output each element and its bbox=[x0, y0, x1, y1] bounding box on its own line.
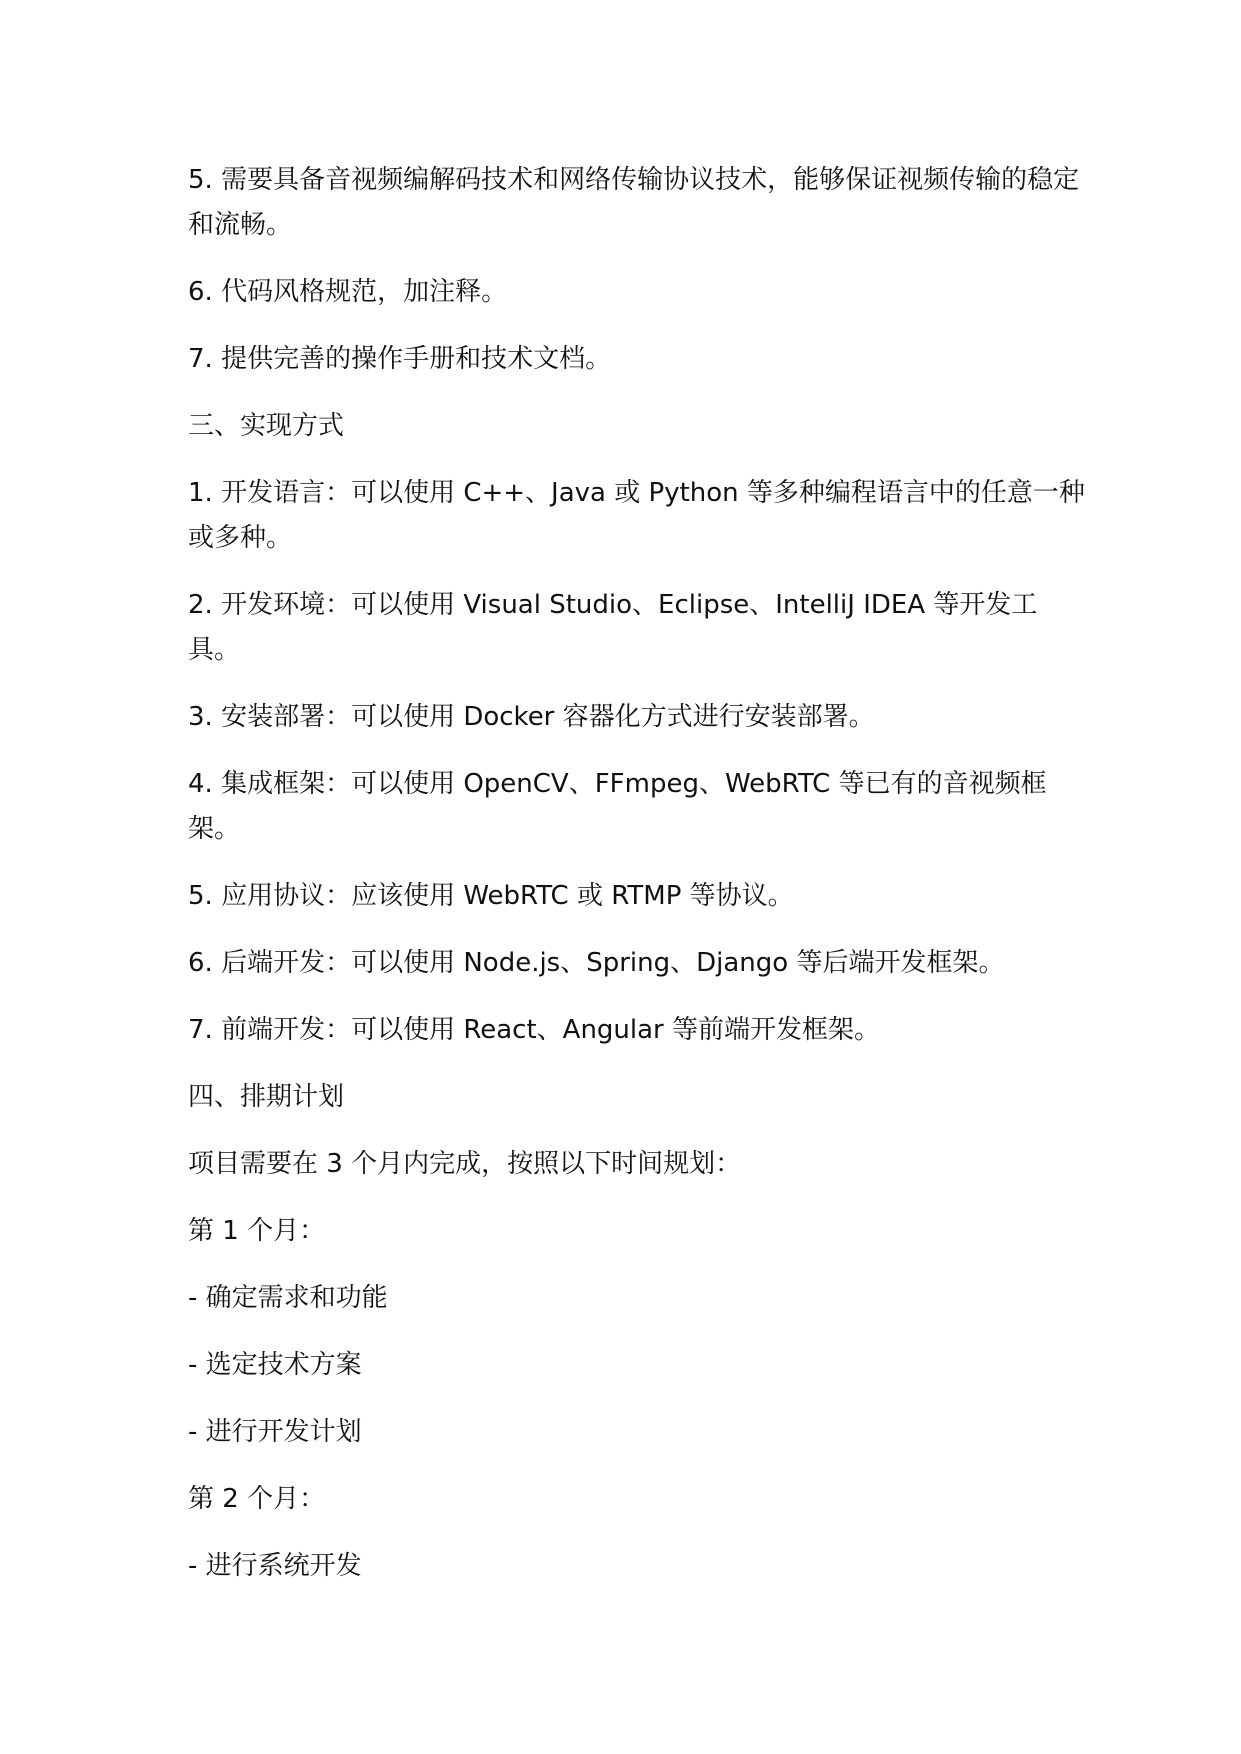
implementation-item-4: 4. 集成框架：可以使用 OpenCV、FFmpeg、WebRTC 等已有的音视频框架。 bbox=[188, 769, 1047, 844]
implementation-item-5: 5. 应用协议：应该使用 WebRTC 或 RTMP 等协议。 bbox=[188, 881, 794, 911]
schedule-month-1: 第 1 个月： bbox=[188, 1216, 326, 1246]
schedule-month-2: 第 2 个月： bbox=[188, 1484, 326, 1514]
schedule-task: - 确定需求和功能 bbox=[188, 1283, 388, 1313]
implementation-item-2: 2. 开发环境：可以使用 Visual Studio、Eclipse、IntelliJ IDEA 等开发工具。 bbox=[188, 590, 1038, 665]
implementation-item-6: 6. 后端开发：可以使用 Node.js、Spring、Django 等后端开发框架。 bbox=[188, 948, 1005, 978]
section-heading-implementation: 三、实现方式 bbox=[188, 411, 345, 441]
schedule-task: - 选定技术方案 bbox=[188, 1350, 362, 1380]
schedule-task: - 进行系统开发 bbox=[188, 1551, 362, 1581]
requirement-item-5: 5. 需要具备音视频编解码技术和网络传输协议技术，能够保证视频传输的稳定和流畅。 bbox=[188, 165, 1080, 240]
schedule-intro: 项目需要在 3 个月内完成，按照以下时间规划： bbox=[188, 1149, 742, 1179]
schedule-task: - 进行开发计划 bbox=[188, 1417, 362, 1447]
section-heading-schedule: 四、排期计划 bbox=[188, 1082, 345, 1112]
implementation-item-3: 3. 安装部署：可以使用 Docker 容器化方式进行安装部署。 bbox=[188, 702, 875, 732]
requirement-item-6: 6. 代码风格规范，加注释。 bbox=[188, 277, 508, 307]
implementation-item-1: 1. 开发语言：可以使用 C++、Java 或 Python 等多种编程语言中的任意一种或多种。 bbox=[188, 478, 1085, 553]
document-body bbox=[188, 158, 1088, 1589]
implementation-item-7: 7. 前端开发：可以使用 React、Angular 等前端开发框架。 bbox=[188, 1015, 881, 1045]
requirement-item-7: 7. 提供完善的操作手册和技术文档。 bbox=[188, 344, 612, 374]
